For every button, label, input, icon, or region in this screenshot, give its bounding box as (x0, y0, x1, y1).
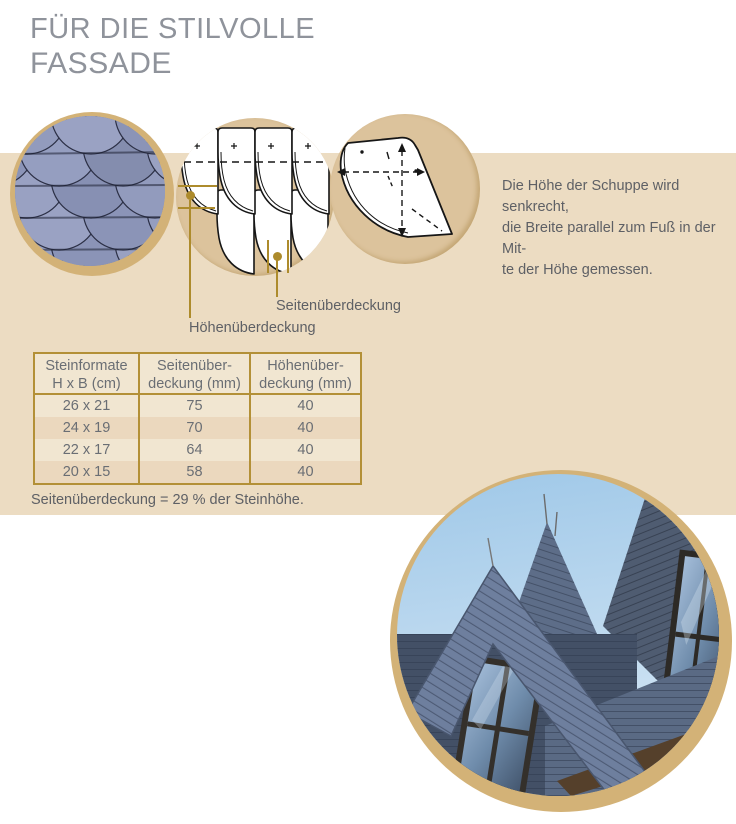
cell-format: 22 x 17 (35, 439, 140, 461)
label-side-overlap: Seitenüberdeckung (276, 298, 401, 314)
table-footnote: Seitenüberdeckung = 29 % der Steinhöhe. (31, 492, 304, 508)
cell-hoehe: 40 (297, 420, 314, 436)
callout-line-height-vertical (189, 200, 191, 318)
single-scale-measure-diagram (330, 114, 480, 264)
table-header-row (35, 354, 360, 395)
page-title-line1: FÜR DIE STILVOLLE (30, 13, 316, 45)
cell-seite: 58 (140, 461, 251, 483)
cell-format: 24 x 19 (35, 417, 140, 439)
table-row (35, 395, 360, 417)
diagram-circle-measure (330, 114, 480, 264)
photo-circle-facade (390, 470, 732, 812)
cell-format: 20 x 15 (35, 461, 140, 483)
measure-info-line3: te der Höhe gemessen. (502, 262, 653, 278)
callout-line-side-left (267, 240, 269, 273)
slate-scales-photo (15, 116, 165, 266)
page-title-line2: FASSADE (30, 47, 172, 80)
table-header-seitenueberdeckung (140, 354, 251, 393)
callout-line-side-right (287, 240, 289, 273)
page-title (30, 11, 315, 81)
slate-scales-photo-art (15, 116, 165, 266)
photo-circle-slate-scales (10, 112, 174, 276)
diagram-circle-overlap (176, 118, 334, 276)
measure-info-line1: Die Höhe der Schuppe wird senkrecht, (502, 178, 680, 215)
table-header-steinformate (35, 354, 140, 393)
cell-hoehe: 40 (297, 398, 314, 414)
table-row (35, 439, 360, 461)
callout-line-height-top (178, 185, 217, 187)
label-height-overlap: Höhenüberdeckung (189, 320, 316, 336)
overlapping-scales-diagram (176, 118, 334, 276)
cell-seite: 75 (140, 395, 251, 417)
measure-info-text (502, 176, 726, 281)
callout-line-side-vertical (276, 260, 278, 297)
header-text: Höhenüber- (267, 358, 344, 374)
header-text: deckung (mm) (259, 376, 352, 392)
stone-formats-table (33, 352, 362, 485)
table-header-hoehenueberdeckung (251, 354, 360, 393)
callout-dot-height (186, 191, 195, 200)
header-text: H x B (cm) (52, 376, 121, 392)
cell-seite: 64 (140, 439, 251, 461)
table-row (35, 417, 360, 439)
header-text: Steinformate (45, 358, 128, 374)
slate-facade-photo (397, 474, 719, 796)
header-text: Seitenüber- (157, 358, 232, 374)
table-row (35, 461, 360, 483)
cell-format: 26 x 21 (35, 395, 140, 417)
cell-hoehe: 40 (297, 442, 314, 458)
slate-facade-photo-art (397, 474, 719, 796)
header-text: deckung (mm) (148, 376, 241, 392)
measure-info-line2: die Breite parallel zum Fuß in der Mit- (502, 220, 716, 257)
cell-seite: 70 (140, 417, 251, 439)
cell-hoehe: 40 (297, 464, 314, 480)
callout-line-height-bottom (178, 207, 215, 209)
